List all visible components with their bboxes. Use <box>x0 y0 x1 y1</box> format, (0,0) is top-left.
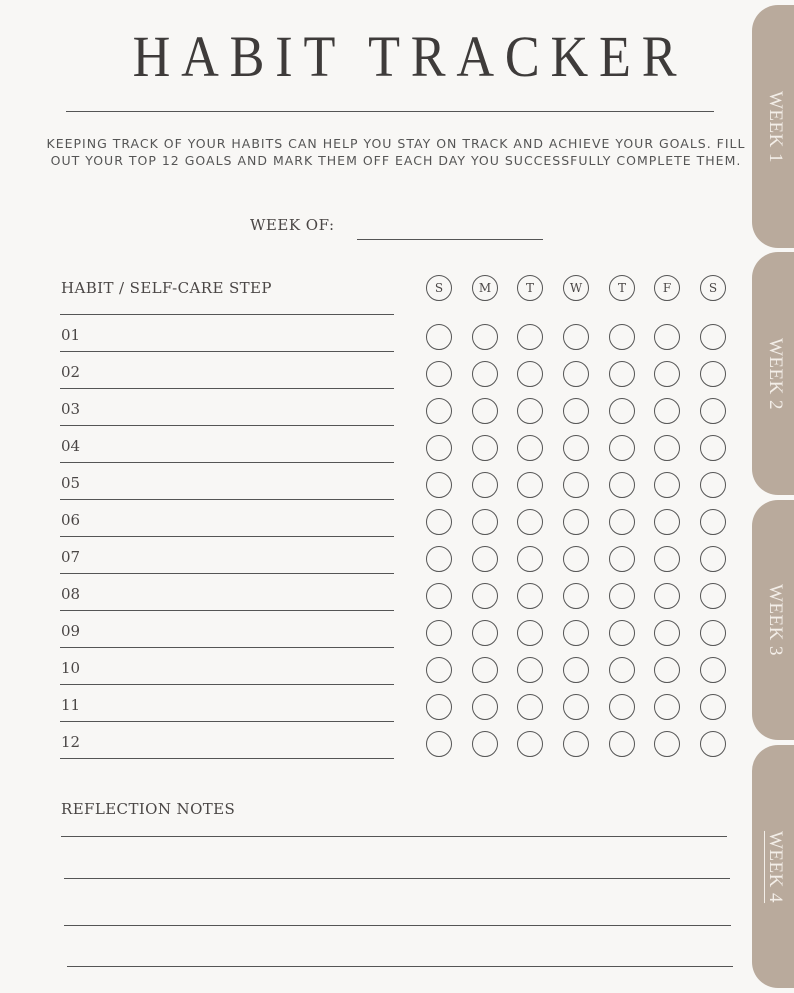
habit-checkbox[interactable] <box>517 361 543 387</box>
habit-checkbox[interactable] <box>517 694 543 720</box>
habit-checkbox[interactable] <box>609 472 635 498</box>
habit-checkbox[interactable] <box>654 361 680 387</box>
habit-checkbox[interactable] <box>563 620 589 646</box>
habit-checkbox[interactable] <box>426 694 452 720</box>
habit-checkbox[interactable] <box>517 546 543 572</box>
day-header: T <box>517 275 543 301</box>
day-header: M <box>472 275 498 301</box>
habit-checkbox[interactable] <box>426 472 452 498</box>
habit-input-line[interactable] <box>60 351 394 352</box>
habit-input-line[interactable] <box>60 425 394 426</box>
tab-label: WEEK 1 <box>765 90 786 163</box>
habit-checkbox[interactable] <box>654 620 680 646</box>
habit-checkbox[interactable] <box>609 509 635 535</box>
tab-label: WEEK 2 <box>765 337 786 410</box>
habit-number: 05 <box>61 474 81 492</box>
day-header: T <box>609 275 635 301</box>
habit-checkbox[interactable] <box>609 620 635 646</box>
habit-number: 01 <box>61 326 81 344</box>
habit-checkbox[interactable] <box>700 583 726 609</box>
habit-checkbox[interactable] <box>563 472 589 498</box>
habit-checkbox[interactable] <box>700 324 726 350</box>
habit-checkbox[interactable] <box>472 694 498 720</box>
intro-text: KEEPING TRACK OF YOUR HABITS CAN HELP YOU STAY ON TRACK AND ACHIEVE YOUR GOALS. FILL OUT YOUR TOP 12 GOALS AND MARK THEM OFF EACH DAY YOU SUCCESSFULLY COMPLETE THEM. <box>46 136 746 168</box>
habit-checkbox[interactable] <box>654 657 680 683</box>
habit-checkbox[interactable] <box>654 435 680 461</box>
habit-checkbox[interactable] <box>700 657 726 683</box>
habit-checkbox[interactable] <box>472 620 498 646</box>
habit-number: 08 <box>61 585 81 603</box>
habit-checkbox[interactable] <box>426 546 452 572</box>
habit-checkbox[interactable] <box>426 657 452 683</box>
habit-checkbox[interactable] <box>426 398 452 424</box>
habit-checkbox[interactable] <box>563 731 589 757</box>
habit-checkbox[interactable] <box>563 324 589 350</box>
habit-number: 07 <box>61 548 81 566</box>
habit-checkbox[interactable] <box>517 657 543 683</box>
day-header: S <box>700 275 726 301</box>
habit-checkbox[interactable] <box>472 472 498 498</box>
habit-checkbox[interactable] <box>700 694 726 720</box>
day-header: W <box>563 275 589 301</box>
habit-checkbox[interactable] <box>609 546 635 572</box>
habit-checkbox[interactable] <box>700 361 726 387</box>
habit-number: 02 <box>61 363 81 381</box>
day-header: F <box>654 275 680 301</box>
habit-input-line[interactable] <box>60 758 394 759</box>
tab-label: WEEK 3 <box>765 583 786 657</box>
habit-checkbox[interactable] <box>426 731 452 757</box>
habit-checkbox[interactable] <box>563 694 589 720</box>
habit-checkbox[interactable] <box>654 694 680 720</box>
tab-week-3[interactable] <box>752 500 794 740</box>
habit-checkbox[interactable] <box>426 435 452 461</box>
habit-input-line[interactable] <box>60 462 394 463</box>
habit-checkbox[interactable] <box>700 435 726 461</box>
habit-checkbox[interactable] <box>563 398 589 424</box>
habit-checkbox[interactable] <box>472 546 498 572</box>
notes-line[interactable] <box>64 925 731 926</box>
habit-checkbox[interactable] <box>700 546 726 572</box>
habit-checkbox[interactable] <box>700 620 726 646</box>
habit-input-line[interactable] <box>60 647 394 648</box>
habit-checkbox[interactable] <box>563 435 589 461</box>
habit-input-line[interactable] <box>60 536 394 537</box>
habit-checkbox[interactable] <box>609 398 635 424</box>
habit-input-line[interactable] <box>60 610 394 611</box>
habit-input-line[interactable] <box>60 721 394 722</box>
tab-label: WEEK 4 <box>765 830 786 903</box>
habit-checkbox[interactable] <box>700 731 726 757</box>
habit-checkbox[interactable] <box>517 472 543 498</box>
habit-checkbox[interactable] <box>426 361 452 387</box>
habit-checkbox[interactable] <box>426 324 452 350</box>
habit-number: 09 <box>61 622 81 640</box>
habit-checkbox[interactable] <box>654 472 680 498</box>
habit-checkbox[interactable] <box>472 324 498 350</box>
habit-checkbox[interactable] <box>609 324 635 350</box>
habit-checkbox[interactable] <box>472 657 498 683</box>
habit-number: 03 <box>61 400 81 418</box>
habit-checkbox[interactable] <box>426 620 452 646</box>
habit-checkbox[interactable] <box>517 620 543 646</box>
habit-checkbox[interactable] <box>654 509 680 535</box>
habit-checkbox[interactable] <box>563 546 589 572</box>
habit-checkbox[interactable] <box>517 509 543 535</box>
tab-week-2[interactable] <box>752 252 794 495</box>
habit-checkbox[interactable] <box>654 546 680 572</box>
habit-checkbox[interactable] <box>563 509 589 535</box>
habit-checkbox[interactable] <box>609 731 635 757</box>
habit-input-line[interactable] <box>60 573 394 574</box>
day-header: S <box>426 275 452 301</box>
reflection-notes-label: REFLECTION NOTES <box>61 800 236 818</box>
habit-number: 11 <box>61 696 81 714</box>
habit-checkbox[interactable] <box>700 509 726 535</box>
habit-checkbox[interactable] <box>563 657 589 683</box>
habit-checkbox[interactable] <box>472 731 498 757</box>
habit-number: 04 <box>61 437 81 455</box>
habit-checkbox[interactable] <box>609 583 635 609</box>
habit-input-line[interactable] <box>60 388 394 389</box>
notes-line[interactable] <box>64 878 730 879</box>
habit-input-line[interactable] <box>60 684 394 685</box>
habit-checkbox[interactable] <box>517 398 543 424</box>
page-title: HABIT TRACKER <box>132 24 688 89</box>
tab-week-1[interactable] <box>752 5 794 248</box>
habit-checkbox[interactable] <box>472 361 498 387</box>
habit-checkbox[interactable] <box>654 324 680 350</box>
habit-checkbox[interactable] <box>472 509 498 535</box>
week-of-field[interactable] <box>357 239 543 240</box>
habit-checkbox[interactable] <box>517 731 543 757</box>
habit-input-line[interactable] <box>60 499 394 500</box>
habit-checkbox[interactable] <box>517 435 543 461</box>
habit-checkbox[interactable] <box>472 398 498 424</box>
habit-checkbox[interactable] <box>654 583 680 609</box>
habit-checkbox[interactable] <box>426 583 452 609</box>
habit-header: HABIT / SELF-CARE STEP <box>61 279 272 297</box>
habit-number: 12 <box>61 733 81 751</box>
notes-line[interactable] <box>61 836 727 837</box>
habit-checkbox[interactable] <box>472 435 498 461</box>
habit-checkbox[interactable] <box>517 583 543 609</box>
habit-checkbox[interactable] <box>472 583 498 609</box>
habit-number: 06 <box>61 511 81 529</box>
habit-checkbox[interactable] <box>654 398 680 424</box>
header-line <box>60 314 394 315</box>
habit-checkbox[interactable] <box>654 731 680 757</box>
habit-checkbox[interactable] <box>609 657 635 683</box>
habit-checkbox[interactable] <box>517 324 543 350</box>
habit-checkbox[interactable] <box>563 361 589 387</box>
habit-checkbox[interactable] <box>609 361 635 387</box>
title-divider <box>66 111 714 112</box>
habit-checkbox[interactable] <box>700 472 726 498</box>
notes-line[interactable] <box>67 966 733 967</box>
habit-checkbox[interactable] <box>609 435 635 461</box>
habit-number: 10 <box>61 659 81 677</box>
week-of-label: WEEK OF: <box>250 216 335 234</box>
tab-week-4[interactable] <box>752 745 794 988</box>
habit-checkbox[interactable] <box>563 583 589 609</box>
habit-checkbox[interactable] <box>700 398 726 424</box>
habit-checkbox[interactable] <box>609 694 635 720</box>
habit-checkbox[interactable] <box>426 509 452 535</box>
